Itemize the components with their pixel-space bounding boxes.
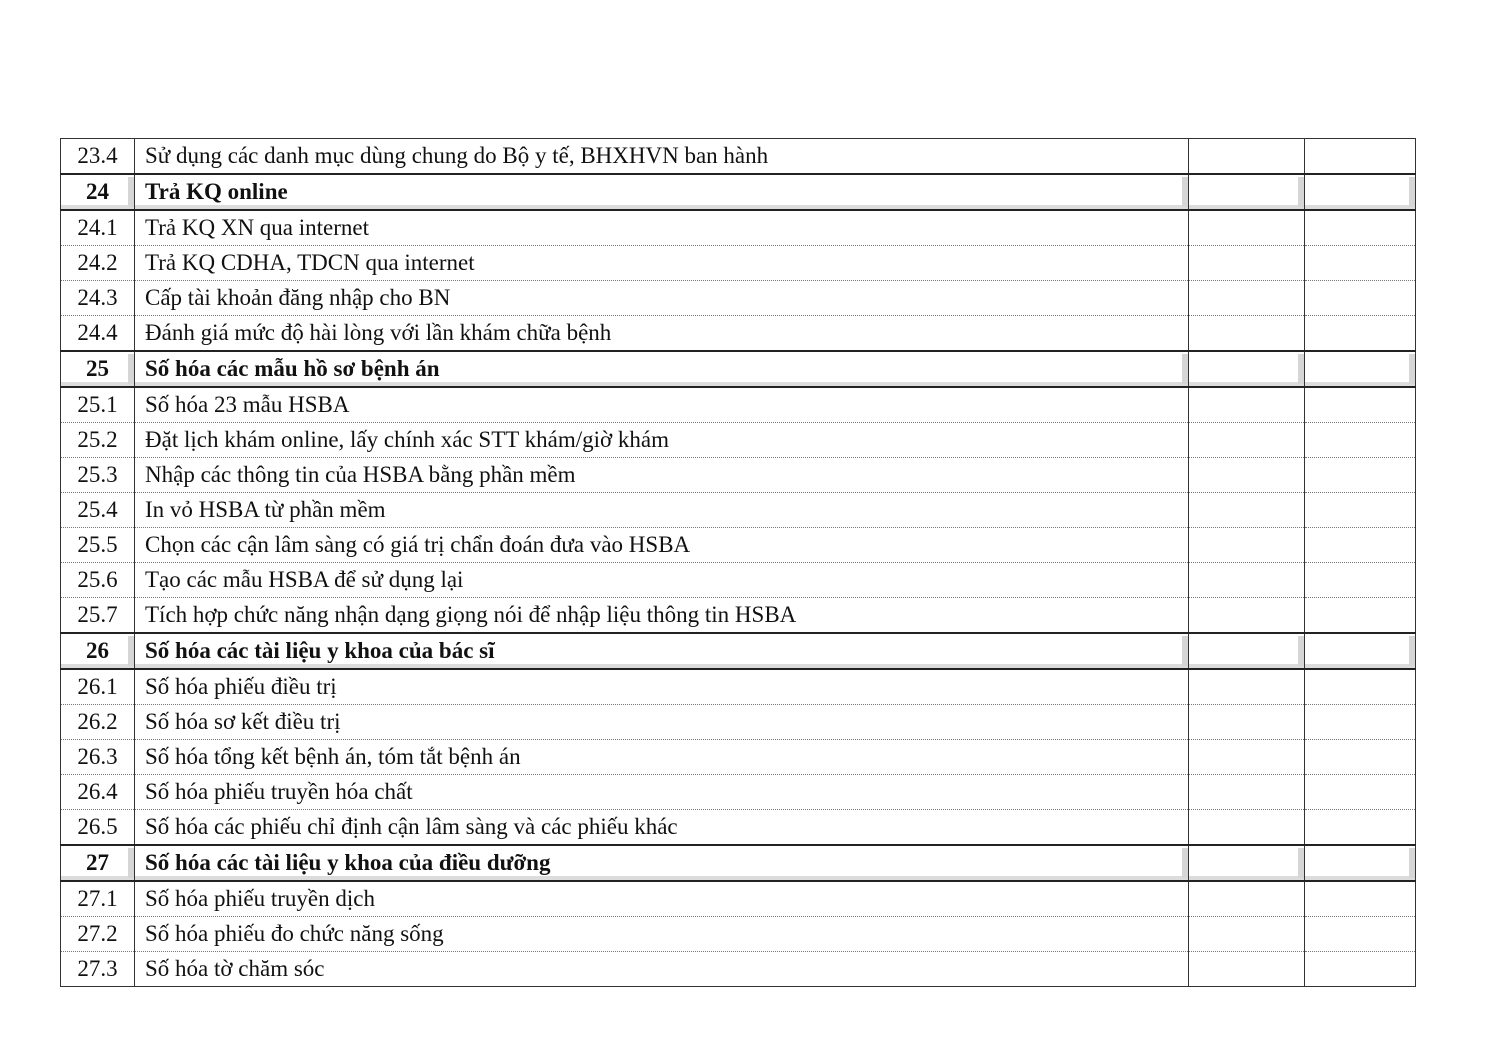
empty-cell (1305, 669, 1416, 705)
table-body (61, 139, 1416, 987)
section-row (61, 845, 1416, 881)
row-number: 24.2 (61, 246, 135, 281)
row-number: 27.1 (61, 881, 135, 917)
row-number: 23.4 (61, 139, 135, 175)
row-number: 26.4 (61, 775, 135, 810)
table-row (61, 705, 1416, 740)
table-row (61, 952, 1416, 987)
empty-cell (1189, 563, 1305, 598)
empty-cell (1189, 775, 1305, 810)
table-row (61, 775, 1416, 810)
empty-cell (1189, 917, 1305, 952)
empty-cell (1305, 775, 1416, 810)
empty-cell (1305, 493, 1416, 528)
row-description: Sử dụng các danh mục dùng chung do Bộ y tế, BHXHVN ban hành (135, 139, 1189, 175)
empty-cell (1189, 493, 1305, 528)
empty-cell (1305, 598, 1416, 634)
row-number: 25.4 (61, 493, 135, 528)
empty-cell (1305, 281, 1416, 316)
empty-cell (1305, 387, 1416, 423)
row-description: Cấp tài khoản đăng nhập cho BN (135, 281, 1189, 316)
row-description: Trả KQ online (135, 174, 1189, 210)
empty-cell (1189, 316, 1305, 352)
table-row (61, 917, 1416, 952)
row-number: 26.2 (61, 705, 135, 740)
empty-cell (1189, 351, 1305, 387)
row-description: Nhập các thông tin của HSBA bằng phần mềm (135, 458, 1189, 493)
row-description: Trả KQ XN qua internet (135, 210, 1189, 246)
row-description: Số hóa phiếu truyền dịch (135, 881, 1189, 917)
empty-cell (1189, 740, 1305, 775)
table-row (61, 881, 1416, 917)
table-row (61, 493, 1416, 528)
section-row (61, 633, 1416, 669)
empty-cell (1189, 705, 1305, 740)
row-number: 24.4 (61, 316, 135, 352)
empty-cell (1305, 458, 1416, 493)
section-row (61, 351, 1416, 387)
empty-cell (1305, 246, 1416, 281)
empty-cell (1189, 598, 1305, 634)
row-description: Số hóa sơ kết điều trị (135, 705, 1189, 740)
empty-cell (1305, 881, 1416, 917)
empty-cell (1305, 917, 1416, 952)
empty-cell (1305, 423, 1416, 458)
row-description: Số hóa các mẫu hồ sơ bệnh án (135, 351, 1189, 387)
row-description: Số hóa phiếu đo chức năng sống (135, 917, 1189, 952)
empty-cell (1189, 458, 1305, 493)
table-row (61, 139, 1416, 175)
row-number: 25.3 (61, 458, 135, 493)
table-row (61, 387, 1416, 423)
empty-cell (1189, 246, 1305, 281)
row-number: 25.5 (61, 528, 135, 563)
row-number: 24.3 (61, 281, 135, 316)
requirements-table (60, 138, 1416, 987)
row-number: 27.2 (61, 917, 135, 952)
row-description: Số hóa 23 mẫu HSBA (135, 387, 1189, 423)
empty-cell (1305, 705, 1416, 740)
empty-cell (1305, 528, 1416, 563)
row-description: Tích hợp chức năng nhận dạng giọng nói để nhập liệu thông tin HSBA (135, 598, 1189, 634)
table-row (61, 669, 1416, 705)
row-description: Chọn các cận lâm sàng có giá trị chẩn đoán đưa vào HSBA (135, 528, 1189, 563)
empty-cell (1189, 281, 1305, 316)
row-number: 24.1 (61, 210, 135, 246)
row-number: 27.3 (61, 952, 135, 987)
empty-cell (1305, 633, 1416, 669)
empty-cell (1189, 387, 1305, 423)
row-description: Đánh giá mức độ hài lòng với lần khám chữa bệnh (135, 316, 1189, 352)
empty-cell (1305, 174, 1416, 210)
row-description: Số hóa tờ chăm sóc (135, 952, 1189, 987)
table-row (61, 458, 1416, 493)
empty-cell (1305, 952, 1416, 987)
table-row (61, 598, 1416, 634)
empty-cell (1305, 316, 1416, 352)
row-description: Số hóa các tài liệu y khoa của bác sĩ (135, 633, 1189, 669)
empty-cell (1305, 563, 1416, 598)
empty-cell (1189, 952, 1305, 987)
empty-cell (1189, 528, 1305, 563)
row-description: Số hóa phiếu truyền hóa chất (135, 775, 1189, 810)
table-row (61, 740, 1416, 775)
empty-cell (1305, 139, 1416, 175)
empty-cell (1189, 845, 1305, 881)
empty-cell (1189, 174, 1305, 210)
row-number: 25.2 (61, 423, 135, 458)
empty-cell (1189, 423, 1305, 458)
table-row (61, 210, 1416, 246)
empty-cell (1189, 669, 1305, 705)
empty-cell (1305, 810, 1416, 846)
row-number: 26.3 (61, 740, 135, 775)
empty-cell (1189, 210, 1305, 246)
row-number: 25 (61, 351, 135, 387)
row-number: 25.7 (61, 598, 135, 634)
table-row (61, 316, 1416, 352)
row-description: Số hóa các phiếu chỉ định cận lâm sàng và các phiếu khác (135, 810, 1189, 846)
table-row (61, 810, 1416, 846)
row-number: 24 (61, 174, 135, 210)
empty-cell (1305, 351, 1416, 387)
row-description: Số hóa các tài liệu y khoa của điều dưỡng (135, 845, 1189, 881)
row-number: 25.1 (61, 387, 135, 423)
empty-cell (1305, 740, 1416, 775)
empty-cell (1189, 139, 1305, 175)
table-row (61, 423, 1416, 458)
table-row (61, 246, 1416, 281)
row-description: Đặt lịch khám online, lấy chính xác STT khám/giờ khám (135, 423, 1189, 458)
row-number: 26.1 (61, 669, 135, 705)
row-number: 26 (61, 633, 135, 669)
empty-cell (1189, 810, 1305, 846)
row-description: In vỏ HSBA từ phần mềm (135, 493, 1189, 528)
table-row (61, 528, 1416, 563)
row-description: Số hóa phiếu điều trị (135, 669, 1189, 705)
row-description: Trả KQ CDHA, TDCN qua internet (135, 246, 1189, 281)
empty-cell (1305, 845, 1416, 881)
row-number: 26.5 (61, 810, 135, 846)
row-description: Tạo các mẫu HSBA để sử dụng lại (135, 563, 1189, 598)
row-description: Số hóa tổng kết bệnh án, tóm tắt bệnh án (135, 740, 1189, 775)
empty-cell (1189, 881, 1305, 917)
table-row (61, 563, 1416, 598)
row-number: 25.6 (61, 563, 135, 598)
section-row (61, 174, 1416, 210)
empty-cell (1305, 210, 1416, 246)
table-row (61, 281, 1416, 316)
row-number: 27 (61, 845, 135, 881)
empty-cell (1189, 633, 1305, 669)
